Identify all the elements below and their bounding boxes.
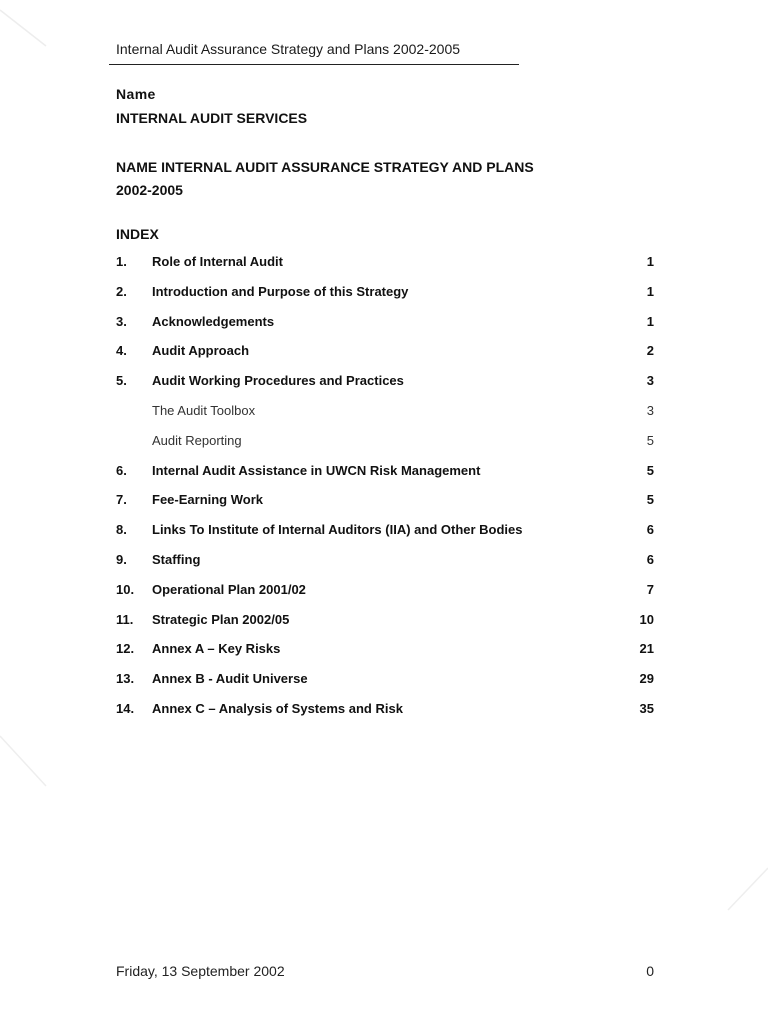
toc-entry-page: 21	[639, 641, 654, 657]
toc-entry-page: 3	[646, 373, 654, 389]
toc-entry-label: Staffing	[152, 551, 201, 567]
toc-entry-number: 12.	[116, 641, 135, 657]
toc-entry[interactable]	[116, 612, 654, 642]
toc-entry-number: 7.	[116, 492, 127, 508]
toc-entry[interactable]	[116, 671, 654, 701]
footer-page-number: 0	[646, 963, 654, 979]
org-subtitle: INTERNAL AUDIT SERVICES	[116, 110, 308, 126]
toc-entry-number: 13.	[116, 671, 135, 687]
document-title	[116, 156, 586, 202]
toc-entry-number: 6.	[116, 462, 127, 478]
table-of-contents	[116, 254, 654, 731]
toc-subentry-page: 3	[646, 402, 654, 418]
toc-entry-number: 5.	[116, 373, 127, 389]
toc-entry-page: 5	[646, 492, 654, 508]
toc-entry-page: 1	[646, 313, 654, 329]
toc-entry[interactable]	[116, 641, 654, 671]
toc-entry-label: Acknowledgements	[152, 313, 275, 329]
toc-entry-page: 6	[646, 551, 654, 567]
toc-entry-page: 6	[646, 522, 654, 538]
toc-entry-number: 1.	[116, 254, 127, 269]
toc-entry-label: Annex C – Analysis of Systems and Risk	[152, 700, 403, 716]
toc-entry-number: 11.	[116, 611, 134, 627]
toc-entry-number: 4.	[116, 343, 127, 359]
toc-entry-page: 1	[646, 283, 654, 299]
toc-entry-label: Audit Approach	[152, 343, 250, 359]
toc-entry[interactable]	[116, 492, 654, 522]
toc-entry-label: Operational Plan 2001/02	[152, 581, 306, 597]
toc-entry-page: 2	[646, 343, 654, 359]
toc-entry[interactable]	[116, 463, 654, 493]
toc-entry-number: 2.	[116, 283, 127, 299]
toc-subentry-label: The Audit Toolbox	[152, 402, 256, 418]
toc-entry-label: Fee-Earning Work	[152, 492, 264, 508]
toc-entry-label: Links To Institute of Internal Auditors (IIA) and Other Bodies	[152, 522, 523, 538]
header-rule	[109, 64, 519, 65]
toc-entry[interactable]	[116, 552, 654, 582]
document-title-line-1: NAME INTERNAL AUDIT ASSURANCE STRATEGY AND PLANS	[116, 159, 534, 175]
toc-entry-label: Annex A – Key Risks	[152, 641, 281, 657]
toc-entry-number: 9.	[116, 551, 127, 567]
toc-entry[interactable]	[116, 343, 654, 373]
toc-entry[interactable]	[116, 701, 654, 731]
toc-entry-page: 29	[639, 671, 654, 687]
toc-entry-label: Annex B - Audit Universe	[152, 671, 308, 687]
toc-entry-page: 7	[646, 581, 654, 597]
org-name: Name	[116, 86, 156, 102]
toc-entry-number: 3.	[116, 313, 127, 329]
toc-entry-number: 14.	[116, 700, 135, 716]
toc-entry-label: Strategic Plan 2002/05	[152, 611, 290, 627]
toc-entry-page: 5	[646, 462, 654, 478]
toc-entry-label: Role of Internal Audit	[152, 254, 283, 269]
footer-date: Friday, 13 September 2002	[116, 963, 285, 979]
toc-subentry-page: 5	[646, 432, 654, 448]
toc-entry[interactable]	[116, 284, 654, 314]
toc-entry-page: 35	[639, 700, 654, 716]
document-title-line-2: 2002-2005	[116, 182, 183, 198]
index-heading: INDEX	[116, 226, 159, 242]
toc-entry[interactable]	[116, 314, 654, 344]
toc-entry-page: 1	[646, 254, 654, 269]
toc-entry[interactable]	[116, 373, 654, 403]
toc-subentry[interactable]	[116, 403, 654, 433]
toc-entry-number: 8.	[116, 522, 127, 538]
running-header: Internal Audit Assurance Strategy and Plans 2002-2005	[116, 41, 461, 57]
toc-entry-label: Introduction and Purpose of this Strategy	[152, 283, 409, 299]
toc-entry-number: 10.	[116, 581, 135, 597]
toc-entry-label: Audit Working Procedures and Practices	[152, 373, 404, 389]
toc-entry[interactable]	[116, 522, 654, 552]
toc-entry-page: 10	[639, 611, 654, 627]
toc-entry[interactable]	[116, 582, 654, 612]
toc-entry-label: Internal Audit Assistance in UWCN Risk Management	[152, 462, 481, 478]
toc-subentry[interactable]	[116, 433, 654, 463]
toc-entry[interactable]	[116, 254, 654, 284]
toc-subentry-label: Audit Reporting	[152, 432, 242, 448]
